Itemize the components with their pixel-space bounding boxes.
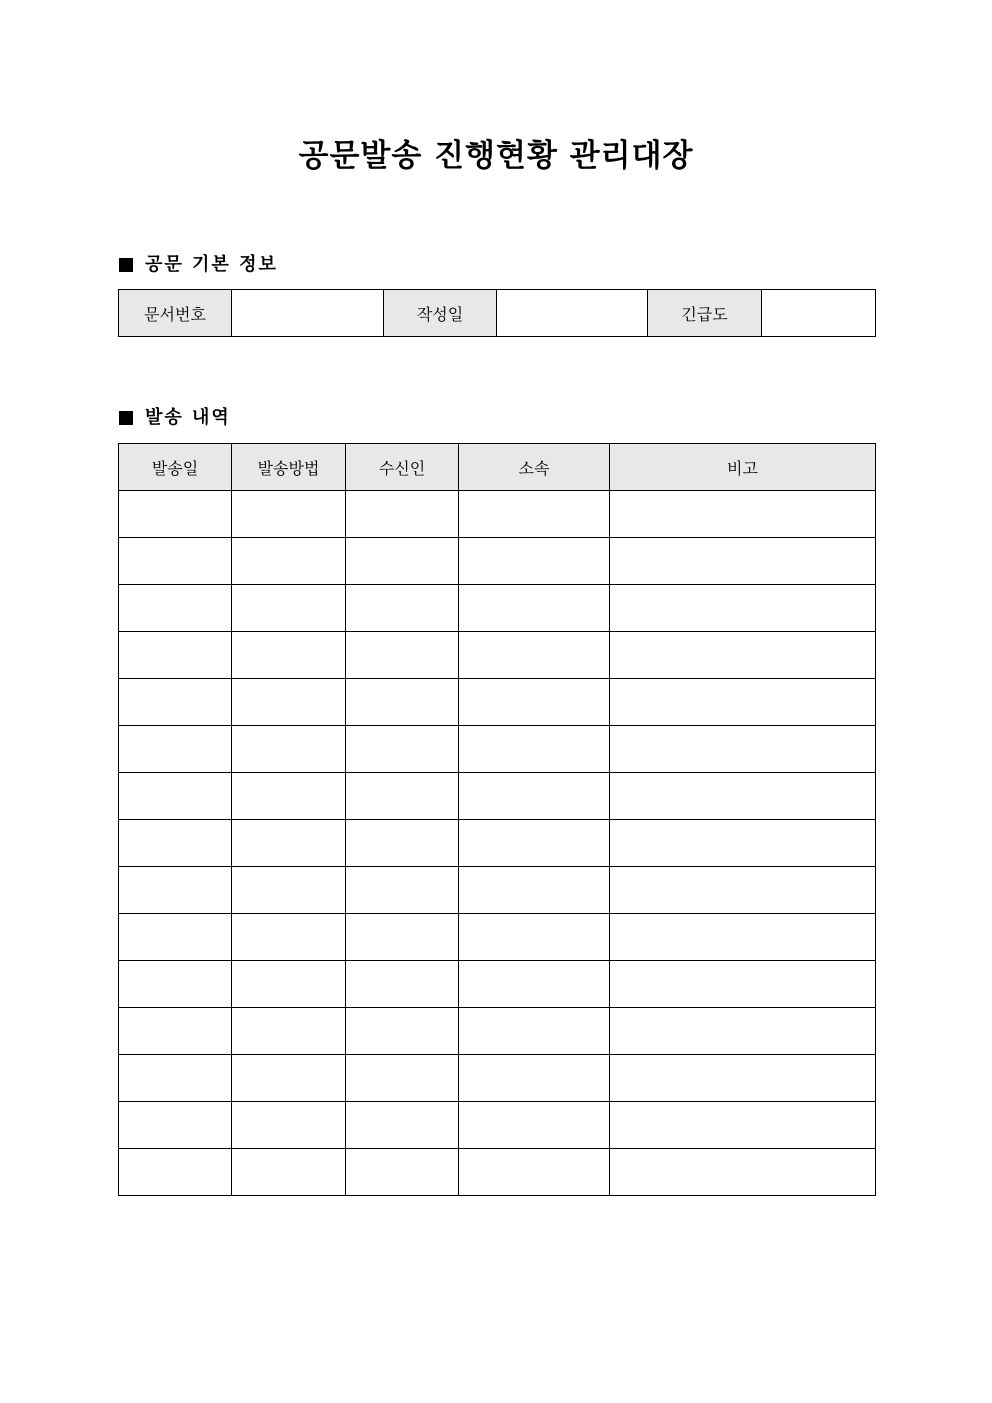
cell-send-date[interactable]	[119, 538, 232, 585]
cell-recipient[interactable]	[346, 1008, 459, 1055]
cell-send-method[interactable]	[232, 773, 346, 820]
column-header-recipient: 수신인	[346, 444, 459, 491]
cell-remarks[interactable]	[610, 1008, 876, 1055]
cell-remarks[interactable]	[610, 961, 876, 1008]
table-row	[119, 1149, 876, 1196]
cell-remarks[interactable]	[610, 1102, 876, 1149]
cell-send-date[interactable]	[119, 679, 232, 726]
table-row	[119, 1008, 876, 1055]
table-row	[119, 290, 876, 337]
cell-send-date[interactable]	[119, 961, 232, 1008]
section-heading-basic-info	[119, 254, 278, 276]
table-row	[119, 491, 876, 538]
cell-recipient[interactable]	[346, 679, 459, 726]
cell-send-method[interactable]	[232, 585, 346, 632]
cell-send-date[interactable]	[119, 914, 232, 961]
column-header-remarks: 비고	[610, 444, 876, 491]
column-header-send-date: 발송일	[119, 444, 232, 491]
cell-affiliation[interactable]	[459, 1008, 610, 1055]
field-value-urgency[interactable]	[762, 290, 876, 337]
cell-recipient[interactable]	[346, 914, 459, 961]
cell-affiliation[interactable]	[459, 726, 610, 773]
cell-recipient[interactable]	[346, 1055, 459, 1102]
cell-remarks[interactable]	[610, 491, 876, 538]
cell-send-date[interactable]	[119, 726, 232, 773]
cell-send-date[interactable]	[119, 1008, 232, 1055]
table-header-row	[119, 444, 876, 491]
cell-affiliation[interactable]	[459, 1149, 610, 1196]
cell-affiliation[interactable]	[459, 773, 610, 820]
cell-send-method[interactable]	[232, 1055, 346, 1102]
square-bullet-icon	[119, 258, 133, 272]
field-label-created-date: 작성일	[384, 290, 497, 337]
cell-remarks[interactable]	[610, 585, 876, 632]
table-row	[119, 1102, 876, 1149]
table-row	[119, 538, 876, 585]
cell-send-method[interactable]	[232, 679, 346, 726]
cell-recipient[interactable]	[346, 726, 459, 773]
field-label-urgency: 긴급도	[648, 290, 762, 337]
cell-send-date[interactable]	[119, 1055, 232, 1102]
cell-recipient[interactable]	[346, 538, 459, 585]
cell-send-method[interactable]	[232, 538, 346, 585]
cell-remarks[interactable]	[610, 1055, 876, 1102]
cell-send-method[interactable]	[232, 726, 346, 773]
cell-affiliation[interactable]	[459, 820, 610, 867]
cell-remarks[interactable]	[610, 538, 876, 585]
section-heading-send-history	[119, 407, 231, 429]
cell-remarks[interactable]	[610, 679, 876, 726]
field-value-created-date[interactable]	[497, 290, 648, 337]
column-header-affiliation: 소속	[459, 444, 610, 491]
cell-affiliation[interactable]	[459, 538, 610, 585]
document-title: 공문발송 진행현황 관리대장	[298, 138, 694, 174]
cell-affiliation[interactable]	[459, 961, 610, 1008]
cell-remarks[interactable]	[610, 1149, 876, 1196]
cell-recipient[interactable]	[346, 1102, 459, 1149]
cell-send-method[interactable]	[232, 1102, 346, 1149]
cell-affiliation[interactable]	[459, 679, 610, 726]
table-row	[119, 632, 876, 679]
cell-remarks[interactable]	[610, 867, 876, 914]
table-row	[119, 820, 876, 867]
table-row	[119, 679, 876, 726]
cell-affiliation[interactable]	[459, 632, 610, 679]
send-history-table	[118, 443, 876, 1196]
cell-send-date[interactable]	[119, 491, 232, 538]
table-row	[119, 961, 876, 1008]
cell-send-method[interactable]	[232, 961, 346, 1008]
table-row	[119, 867, 876, 914]
cell-send-date[interactable]	[119, 1149, 232, 1196]
section-heading-label: 공문 기본 정보	[145, 254, 278, 275]
cell-affiliation[interactable]	[459, 867, 610, 914]
send-history-body	[119, 491, 876, 1196]
cell-send-date[interactable]	[119, 773, 232, 820]
cell-recipient[interactable]	[346, 1149, 459, 1196]
cell-send-date[interactable]	[119, 867, 232, 914]
cell-send-method[interactable]	[232, 914, 346, 961]
cell-remarks[interactable]	[610, 726, 876, 773]
table-row	[119, 914, 876, 961]
section-heading-label: 발송 내역	[145, 407, 231, 428]
column-header-send-method: 발송방법	[232, 444, 346, 491]
cell-send-method[interactable]	[232, 491, 346, 538]
cell-send-method[interactable]	[232, 820, 346, 867]
cell-remarks[interactable]	[610, 773, 876, 820]
square-bullet-icon	[119, 411, 133, 425]
cell-recipient[interactable]	[346, 820, 459, 867]
cell-recipient[interactable]	[346, 632, 459, 679]
cell-recipient[interactable]	[346, 867, 459, 914]
cell-send-date[interactable]	[119, 632, 232, 679]
cell-affiliation[interactable]	[459, 1102, 610, 1149]
table-row	[119, 773, 876, 820]
table-row	[119, 1055, 876, 1102]
cell-affiliation[interactable]	[459, 491, 610, 538]
table-row	[119, 726, 876, 773]
basic-info-table	[118, 289, 876, 337]
cell-send-method[interactable]	[232, 632, 346, 679]
cell-send-date[interactable]	[119, 1102, 232, 1149]
cell-recipient[interactable]	[346, 491, 459, 538]
cell-remarks[interactable]	[610, 914, 876, 961]
cell-recipient[interactable]	[346, 585, 459, 632]
cell-affiliation[interactable]	[459, 914, 610, 961]
cell-send-method[interactable]	[232, 867, 346, 914]
cell-remarks[interactable]	[610, 632, 876, 679]
cell-send-method[interactable]	[232, 1008, 346, 1055]
cell-send-date[interactable]	[119, 585, 232, 632]
field-label-doc-number: 문서번호	[119, 290, 232, 337]
cell-affiliation[interactable]	[459, 1055, 610, 1102]
cell-affiliation[interactable]	[459, 585, 610, 632]
cell-remarks[interactable]	[610, 820, 876, 867]
table-row	[119, 585, 876, 632]
field-value-doc-number[interactable]	[232, 290, 384, 337]
cell-send-date[interactable]	[119, 820, 232, 867]
cell-send-method[interactable]	[232, 1149, 346, 1196]
cell-recipient[interactable]	[346, 773, 459, 820]
cell-recipient[interactable]	[346, 961, 459, 1008]
